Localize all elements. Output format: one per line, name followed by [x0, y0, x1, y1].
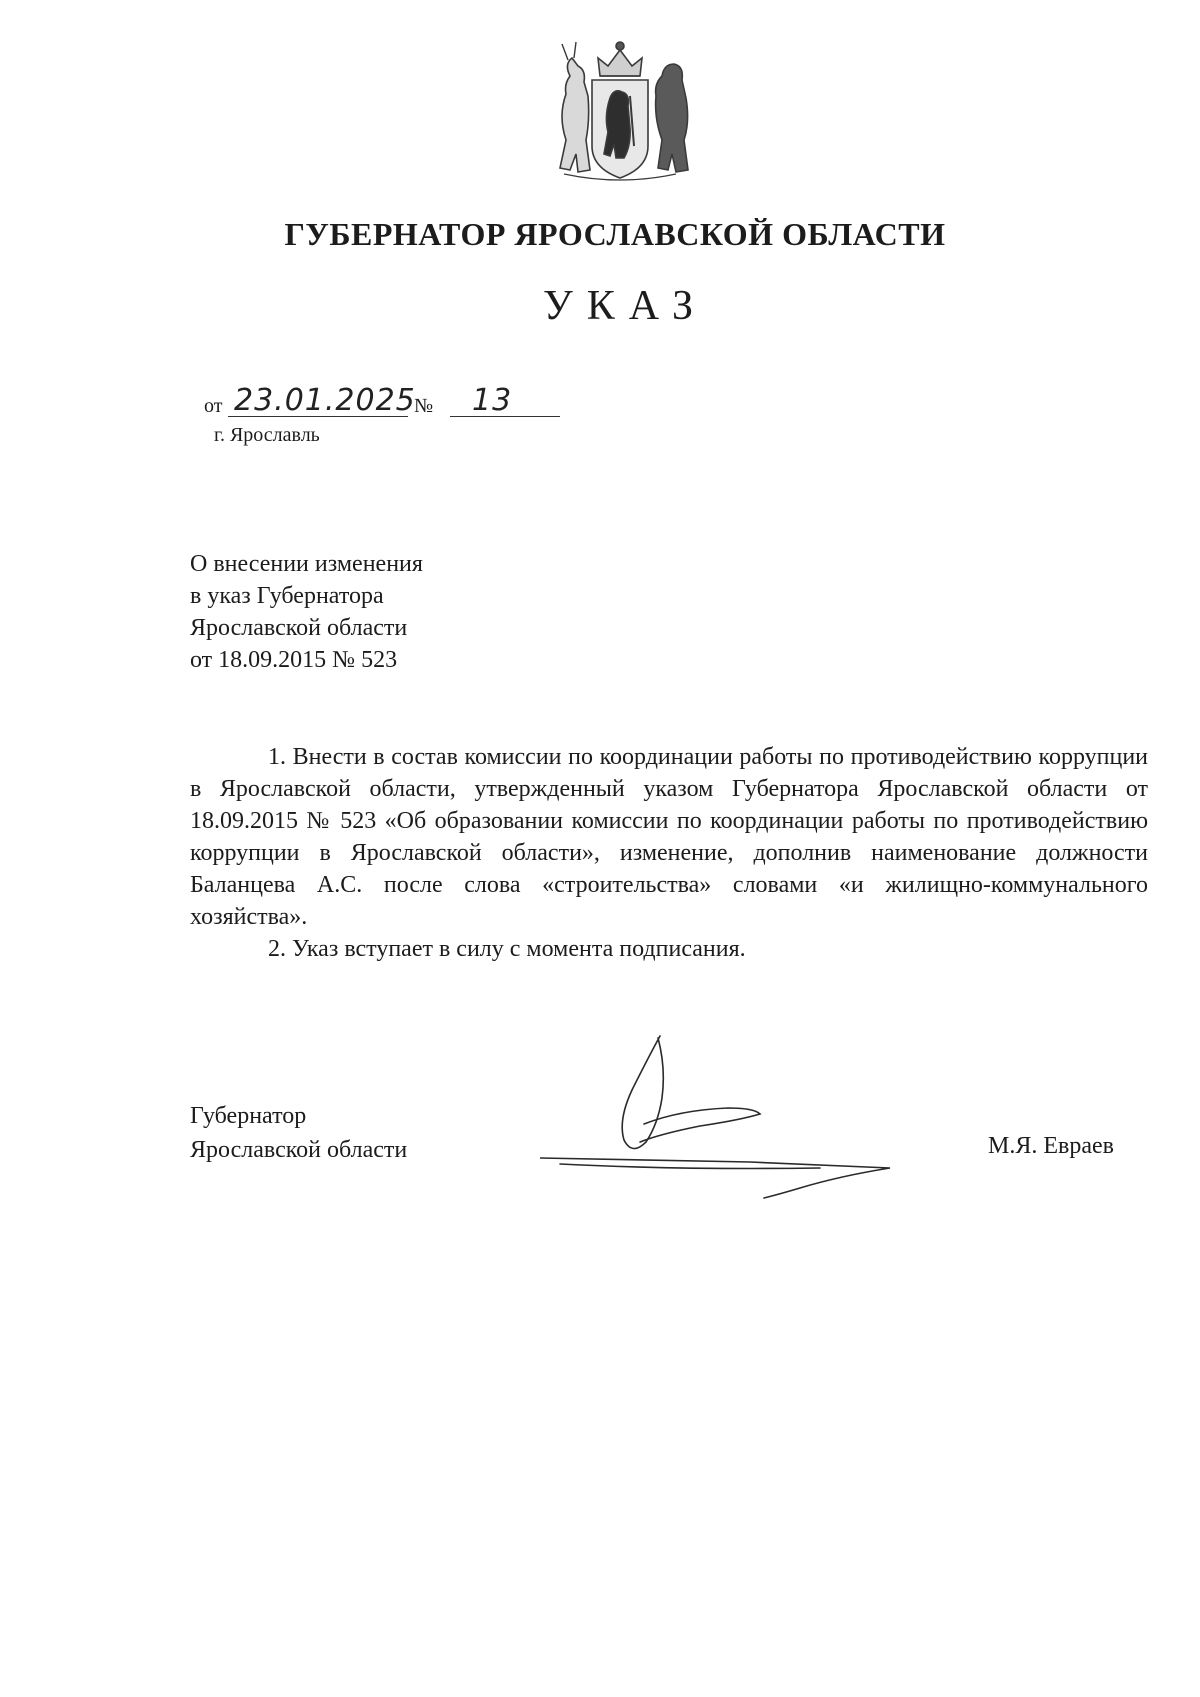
subject-line: от 18.09.2015 № 523	[190, 647, 398, 673]
document-subject	[190, 548, 423, 676]
issuer-title: ГУБЕРНАТОР ЯРОСЛАВСКОЙ ОБЛАСТИ	[284, 216, 946, 252]
signatory-name: М.Я. Евраев	[988, 1133, 1114, 1159]
number-prefix-label: №	[414, 395, 434, 417]
handwritten-signature-icon	[540, 1028, 910, 1204]
issue-city: г. Ярославль	[214, 424, 320, 446]
signatory-position-line: Ярославской области	[190, 1137, 408, 1163]
date-prefix-label: от	[204, 395, 223, 417]
signatory-position	[190, 1099, 407, 1167]
handwritten-number: 13	[472, 383, 513, 418]
body-paragraph-1: 1. Внести в состав комиссии по координации работы по противодействию коррупции в Ярославской области, утвержденный указом Губернатора Ярославской области от 18.09.2015 № 523 «Об образовании комиссии по координации работы по противодействию коррупции в Ярославской области», изменение, дополнив наименование должности Баланцева А.С. после слова «строительства» словами «и жилищно-коммунального хозяйства».	[190, 744, 1148, 930]
subject-line: Ярославской области	[190, 615, 408, 641]
document-body	[190, 741, 1148, 965]
subject-line: О внесении изменения	[190, 551, 423, 577]
handwritten-date: 23.01.2025	[234, 383, 416, 418]
coat-of-arms-icon	[530, 36, 710, 186]
subject-line: в указ Губернатора	[190, 583, 384, 609]
signatory-position-line: Губернатор	[190, 1103, 307, 1129]
document-type-heading: УКАЗ	[542, 283, 708, 329]
body-paragraph-2: 2. Указ вступает в силу с момента подписания.	[268, 936, 746, 962]
